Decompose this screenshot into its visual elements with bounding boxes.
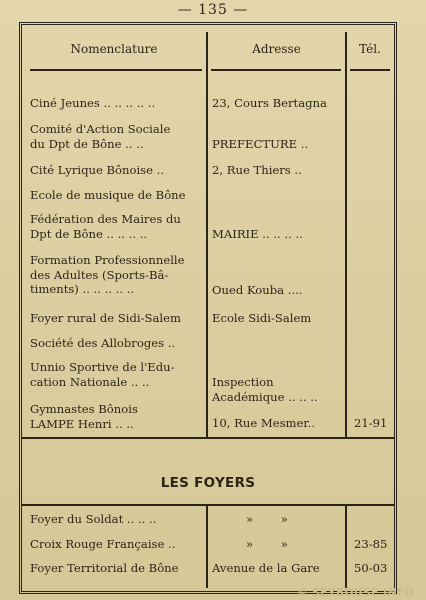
row-address: Ecole Sidi-Salem [212,311,312,325]
foyer-address: Avenue de la Gare [212,561,320,575]
foyer-tel: 50-03 [354,561,388,575]
column-divider [206,32,208,437]
header-nomenclature: Nomenclature [70,42,158,56]
header-tel: Tél. [359,42,381,56]
foyer-name: Foyer Territorial de Bône [30,561,179,575]
row-name: Fédération des Maires du Dpt de Bône .. .. .. .. [30,212,181,241]
watermark: © SEYBOUSE.INFO [297,587,414,599]
row-name: Cité Lyrique Bônoise .. [30,163,165,177]
row-name: Comité d'Action Sociale du Dpt de Bône .. .. [30,122,171,151]
header-rule [350,69,390,71]
header-rule [30,69,202,71]
row-address: Inspection Académique .. .. .. [212,375,318,404]
foyer-name: Foyer du Soldat .. .. .. [30,512,157,526]
row-tel: 21-91 [354,416,388,430]
header-address: Adresse [252,42,301,56]
table-rule [22,437,394,439]
foyer-address: » » [246,537,288,551]
row-address: 10, Rue Mesmer.. [212,416,316,430]
row-name: Foyer rural de Sidi-Salem [30,311,181,325]
column-divider [345,32,347,437]
row-address: 23, Cours Bertagna [212,96,327,110]
row-name: Ciné Jeunes .. .. .. .. .. [30,96,156,110]
column-divider [206,506,208,588]
row-name: Société des Allobroges .. [30,336,176,350]
row-address: PREFECTURE .. [212,137,309,151]
section-title: LES FOYERS [160,475,256,491]
row-name: Ecole de musique de Bône [30,188,186,202]
row-address: Oued Kouba .... [212,283,303,297]
row-name: Gymnastes Bônois LAMPE Henri .. .. [30,402,138,431]
table-rule [22,504,394,506]
foyer-address: » » [246,512,288,526]
row-address: MAIRIE .. .. .. .. [212,227,303,241]
page-number: — 135 — [177,2,249,18]
column-divider [345,506,347,588]
row-name: Formation Professionnelle des Adultes (Sports-Bâ- timents) .. .. .. .. .. [30,253,185,297]
foyer-name: Croix Rouge Française .. [30,537,176,551]
header-rule [211,69,341,71]
row-name: Unnio Sportive de l'Edu- cation Nationale .. .. [30,360,175,389]
row-address: 2, Rue Thiers .. [212,163,302,177]
foyer-tel: 23-85 [354,537,388,551]
